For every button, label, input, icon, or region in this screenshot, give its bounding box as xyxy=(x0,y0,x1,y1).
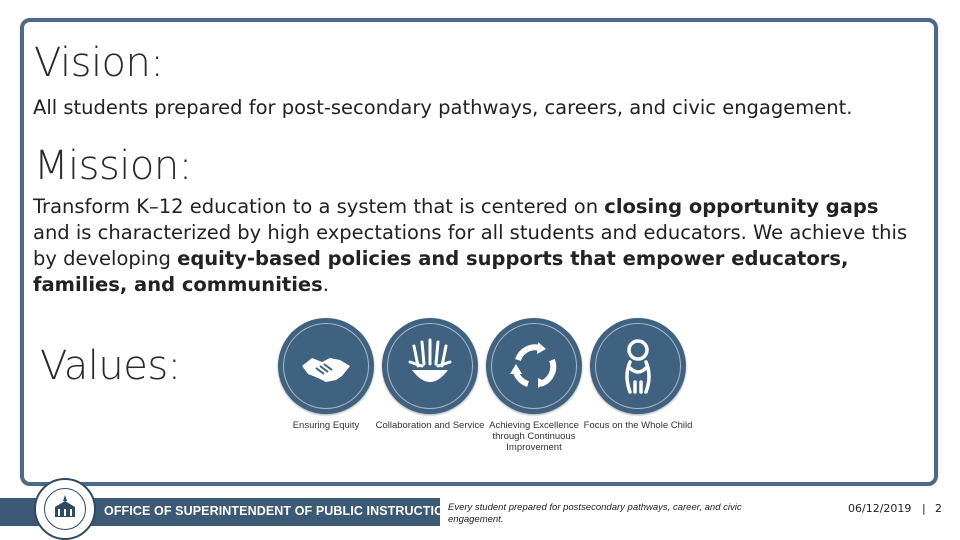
vision-text: All students prepared for post-secondary pathways, careers, and civic engagement. xyxy=(33,96,853,119)
office-name: OFFICE OF SUPERINTENDENT OF PUBLIC INSTRUCTION xyxy=(104,504,454,518)
footer-tagline: Every student prepared for postsecondary pathways, career, and civic engagement. xyxy=(448,502,742,525)
page-number: 2 xyxy=(935,502,942,515)
mission-emphasis: closing opportunity gaps xyxy=(604,195,879,218)
cycle-arrows-icon xyxy=(486,318,582,414)
value-label: Focus on the Whole Child xyxy=(583,420,693,431)
vision-heading: Vision: xyxy=(34,40,164,86)
mission-emphasis: equity-based policies and supports that empower educators, families, and communities xyxy=(33,247,849,296)
seal-inner-ring xyxy=(44,488,86,530)
value-item-equity xyxy=(271,318,381,431)
slide-date: 06/12/2019 xyxy=(848,502,912,515)
handshake-icon xyxy=(278,318,374,414)
footer-separator: | xyxy=(922,502,926,515)
footer xyxy=(0,494,960,540)
mission-heading: Mission: xyxy=(34,143,192,189)
value-item-whole-child xyxy=(583,318,693,431)
child-icon xyxy=(590,318,686,414)
value-label: Collaboration and Service xyxy=(375,420,485,431)
mission-segment: . xyxy=(322,273,329,296)
mission-segment: and is characterized by high expectations for all students and educators. We achieve this by developing xyxy=(33,221,908,270)
values-heading: Values: xyxy=(40,343,181,389)
mission-text xyxy=(33,194,913,298)
value-label: Ensuring Equity xyxy=(292,420,360,431)
value-item-excellence xyxy=(479,318,589,453)
ospi-seal-icon xyxy=(34,478,96,540)
collaboration-hands-icon xyxy=(382,318,478,414)
value-item-collaboration xyxy=(375,318,485,431)
values-icons-row xyxy=(278,318,698,478)
mission-segment: Transform K–12 education to a system that is centered on xyxy=(33,195,605,218)
value-label: Achieving Excellence through Continuous Improvement xyxy=(489,420,579,453)
